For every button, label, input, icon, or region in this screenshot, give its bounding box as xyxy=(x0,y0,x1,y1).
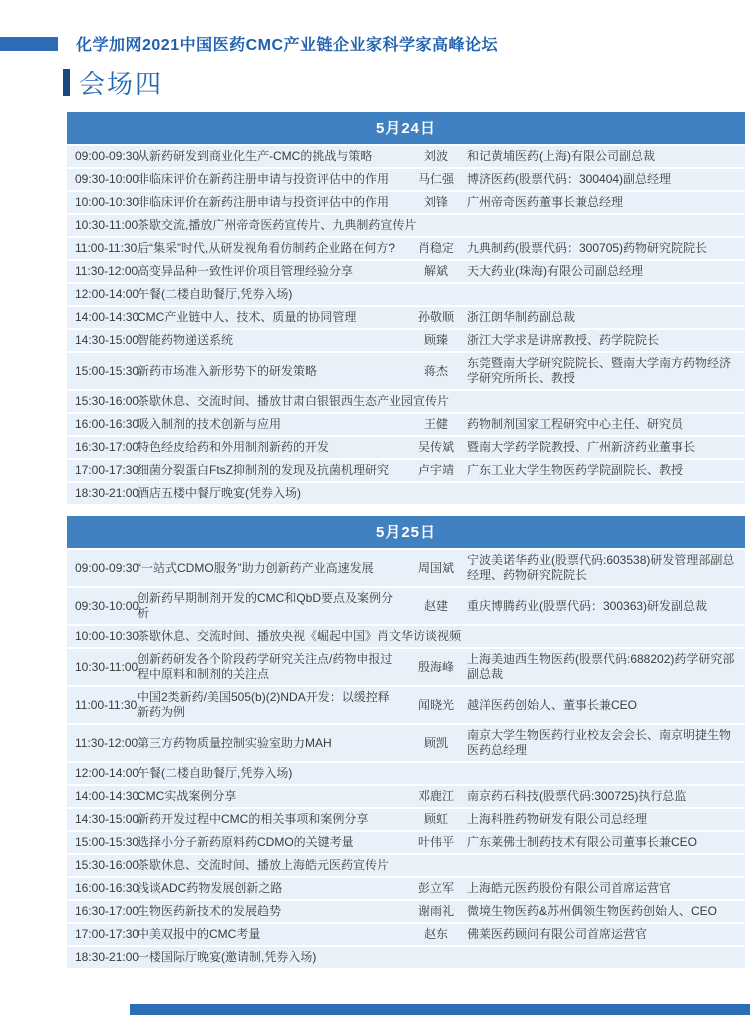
session-time: 15:00-15:30 xyxy=(75,363,140,378)
session-topic: 新药开发过程中CMC的相关事项和案例分享 xyxy=(137,812,369,826)
day-header: 5月25日 xyxy=(67,516,745,548)
agenda-row xyxy=(67,353,745,389)
speaker-name: 卢宇靖 xyxy=(417,463,454,477)
session-time: 12:00-14:00 xyxy=(75,766,140,780)
session-time: 09:30-10:00 xyxy=(75,172,140,186)
session-time: 16:30-17:00 xyxy=(75,904,140,918)
agenda-row xyxy=(67,437,745,458)
speaker-affiliation: 九典制药(股票代码：300705)药物研究院院长 xyxy=(467,241,708,255)
speaker-affiliation: 药物制剂国家工程研究中心主任、研究员 xyxy=(467,417,684,431)
agenda-row xyxy=(67,832,745,853)
speaker-name: 彭立军 xyxy=(417,881,454,895)
session-topic: 第三方药物质量控制实验室助力MAH xyxy=(137,735,332,750)
session-time: 10:30-11:00 xyxy=(75,659,139,674)
session-topic: 一楼国际厅晚宴(邀请制,凭券入场) xyxy=(137,950,317,964)
speaker-affiliation: 越洋医药创始人、董事长兼CEO xyxy=(467,697,638,712)
session-time: 09:00-09:30 xyxy=(75,149,140,163)
session-topic: 茶歇休息、交流时间、播放上海皓元医药宣传片 xyxy=(137,858,390,872)
agenda-row xyxy=(67,809,745,830)
top-accent-bar xyxy=(0,37,58,51)
agenda-row xyxy=(67,261,745,282)
session-time: 09:00-09:30 xyxy=(75,560,140,575)
session-time: 14:00-14:30 xyxy=(75,789,140,803)
speaker-name: 叶伟平 xyxy=(417,835,454,849)
speaker-affiliation: 南京大学生物医药行业校友会会长、南京明捷生物医药总经理 xyxy=(467,728,732,757)
speaker-name: 刘波 xyxy=(423,149,448,163)
speaker-name: 王健 xyxy=(423,417,448,431)
speaker-name: 顾虹 xyxy=(423,812,448,826)
session-time: 18:30-21:00 xyxy=(75,486,140,500)
speaker-name: 孙敬顺 xyxy=(417,310,454,324)
session-time: 14:30-15:00 xyxy=(75,333,140,347)
session-topic: 非临床评价在新药注册申请与投资评估中的作用 xyxy=(137,195,390,209)
speaker-affiliation: 上海美迪西生物医药(股票代码:688202)药学研究部副总裁 xyxy=(467,652,735,681)
session-topic: 中国2类新药/美国505(b)(2)NDA开发：以缓控释新药为例 xyxy=(137,690,390,719)
session-topic: 吸入制剂的技术创新与应用 xyxy=(137,417,282,431)
speaker-name: 闻晓光 xyxy=(417,697,454,712)
session-time: 11:00-11:30 xyxy=(75,241,138,255)
speaker-affiliation: 佛莱医药顾问有限公司首席运营官 xyxy=(467,927,648,941)
day-section xyxy=(67,112,745,504)
session-time: 17:00-17:30 xyxy=(75,463,140,477)
session-time: 09:30-10:00 xyxy=(75,598,140,613)
agenda-row xyxy=(67,924,745,945)
agenda-row xyxy=(67,588,745,624)
speaker-name: 赵东 xyxy=(423,927,448,941)
speaker-affiliation: 暨南大学药学院教授、广州新济药业董事长 xyxy=(467,440,696,454)
session-time: 11:30-12:00 xyxy=(75,735,139,750)
speaker-name: 赵建 xyxy=(423,598,448,613)
session-time: 15:00-15:30 xyxy=(75,835,140,849)
session-time: 18:30-21:00 xyxy=(75,950,140,964)
venue-heading xyxy=(63,64,163,101)
speaker-affiliation: 天大药业(珠海)有限公司副总经理 xyxy=(467,264,643,278)
agenda-row xyxy=(67,550,745,586)
session-topic: 生物医药新技术的发展趋势 xyxy=(137,904,282,918)
agenda-row xyxy=(67,307,745,328)
agenda-row xyxy=(67,414,745,435)
agenda-row xyxy=(67,763,745,784)
speaker-name: 顾臻 xyxy=(423,333,448,347)
day-section xyxy=(67,516,745,968)
session-topic: 后“集采”时代,从研发视角看仿制药企业路在何方? xyxy=(137,241,396,255)
day-header: 5月24日 xyxy=(67,112,745,144)
agenda-row xyxy=(67,483,745,504)
agenda-row xyxy=(67,786,745,807)
speaker-name: 殷海峰 xyxy=(417,659,454,674)
session-topic: 特色经皮给药和外用制剂新药的开发 xyxy=(137,440,330,454)
agenda-row xyxy=(67,725,745,761)
session-topic: 午餐(二楼自助餐厅,凭券入场) xyxy=(137,766,293,780)
agenda-row xyxy=(67,391,745,412)
session-time: 11:00-11:30 xyxy=(75,697,138,712)
session-topic: 从新药研发到商业化生产-CMC的挑战与策略 xyxy=(137,149,373,163)
session-time: 12:00-14:00 xyxy=(75,287,140,301)
speaker-affiliation: 和记黄埔医药(上海)有限公司副总裁 xyxy=(467,149,655,163)
speaker-affiliation: 东莞暨南大学研究院院长、暨南大学南方药物经济学研究所所长、教授 xyxy=(467,356,732,385)
speaker-name: 刘锋 xyxy=(423,195,448,209)
agenda-row xyxy=(67,855,745,876)
session-topic: 茶歇交流,播放广州帝奇医药宣传片、九典制药宣传片 xyxy=(137,218,417,232)
session-time: 16:00-16:30 xyxy=(75,417,140,431)
speaker-affiliation: 博济医药(股票代码：300404)副总经理 xyxy=(467,172,672,186)
agenda-row xyxy=(67,460,745,481)
agenda-row xyxy=(67,284,745,305)
speaker-affiliation: 宁波美诺华药业(股票代码:603538)研发管理部副总经理、药物研究院院长 xyxy=(467,553,735,582)
session-time: 14:00-14:30 xyxy=(75,310,140,324)
agenda-row xyxy=(67,238,745,259)
bottom-accent-bar xyxy=(130,1004,750,1015)
forum-title: 化学加网2021中国医药CMC产业链企业家科学家高峰论坛 xyxy=(76,37,499,54)
agenda-row xyxy=(67,169,745,190)
session-time: 15:30-16:00 xyxy=(75,394,140,408)
agenda-row xyxy=(67,649,745,685)
speaker-affiliation: 广州帝奇医药董事长兼总经理 xyxy=(467,195,624,209)
schedule-table xyxy=(67,112,745,980)
speaker-affiliation: 广东工业大学生物医药学院副院长、教授 xyxy=(467,463,684,477)
speaker-affiliation: 南京药石科技(股票代码:300725)执行总监 xyxy=(467,789,687,803)
session-topic: 浅谈ADC药物发展创新之路 xyxy=(137,881,283,895)
session-topic: 非临床评价在新药注册申请与投资评估中的作用 xyxy=(137,172,390,186)
session-time: 14:30-15:00 xyxy=(75,812,140,826)
session-topic: 智能药物递送系统 xyxy=(137,333,234,347)
session-topic: 创新药早期制剂开发的CMC和QbD要点及案例分析 xyxy=(137,591,394,620)
session-topic: 创新药研发各个阶段药学研究关注点/药物申报过程中原料和制剂的关注点 xyxy=(137,652,393,681)
agenda-row xyxy=(67,215,745,236)
session-topic: 茶歇休息、交流时间、播放央视《崛起中国》肖文华访谈视频 xyxy=(137,629,462,643)
speaker-name: 谢雨礼 xyxy=(417,904,454,918)
session-topic: 午餐(二楼自助餐厅,凭券入场) xyxy=(137,287,293,301)
session-topic: 选择小分子新药原料药CDMO的关键考量 xyxy=(137,835,354,849)
agenda-row xyxy=(67,330,745,351)
session-time: 10:30-11:00 xyxy=(75,218,139,232)
agenda-row xyxy=(67,687,745,723)
session-topic: 中美双报中的CMC考量 xyxy=(137,927,261,941)
session-topic: “一站式CDMO服务”助力创新药产业高速发展 xyxy=(137,560,374,575)
session-topic: CMC实战案例分享 xyxy=(137,789,237,803)
agenda-row xyxy=(67,192,745,213)
session-time: 11:30-12:00 xyxy=(75,264,139,278)
session-time: 15:30-16:00 xyxy=(75,858,140,872)
session-topic: 酒店五楼中餐厅晚宴(凭券入场) xyxy=(137,486,301,500)
agenda-row xyxy=(67,146,745,167)
speaker-affiliation: 广东莱佛士制药技术有限公司董事长兼CEO xyxy=(467,835,698,849)
speaker-affiliation: 微境生物医药&苏州偶领生物医药创始人、CEO xyxy=(467,904,718,918)
speaker-name: 蒋杰 xyxy=(423,363,448,378)
speaker-name: 吴传斌 xyxy=(417,440,454,454)
speaker-name: 马仁强 xyxy=(417,172,454,186)
speaker-affiliation: 上海皓元医药股份有限公司首席运营官 xyxy=(467,881,672,895)
session-topic: CMC产业链中人、技术、质量的协同管理 xyxy=(137,310,357,324)
speaker-name: 顾凯 xyxy=(423,735,448,750)
session-topic: 高变异品种一致性评价项目管理经验分享 xyxy=(137,264,354,278)
agenda-row xyxy=(67,901,745,922)
agenda-row xyxy=(67,947,745,968)
speaker-name: 肖稳定 xyxy=(417,241,454,255)
speaker-name: 邓鹿江 xyxy=(417,789,454,803)
venue-title: 会场四 xyxy=(79,69,164,99)
session-time: 16:30-17:00 xyxy=(75,440,140,454)
venue-accent-bar xyxy=(63,69,70,96)
session-topic: 细菌分裂蛋白FtsZ抑制剂的发现及抗菌机理研究 xyxy=(137,463,389,477)
agenda-row xyxy=(67,878,745,899)
speaker-affiliation: 浙江大学求是讲席教授、药学院院长 xyxy=(467,333,660,347)
speaker-affiliation: 重庆博腾药业(股票代码：300363)研发副总裁 xyxy=(467,598,708,613)
speaker-affiliation: 上海科胜药物研发有限公司总经理 xyxy=(467,812,648,826)
speaker-affiliation: 浙江朗华制药副总裁 xyxy=(467,310,576,324)
session-topic: 新药市场准入新形势下的研发策略 xyxy=(137,363,318,378)
agenda-row xyxy=(67,626,745,647)
session-time: 17:00-17:30 xyxy=(75,927,140,941)
session-time: 16:00-16:30 xyxy=(75,881,140,895)
speaker-name: 周国斌 xyxy=(417,560,454,575)
session-time: 10:00-10:30 xyxy=(75,195,140,209)
speaker-name: 解斌 xyxy=(423,264,448,278)
session-time: 10:00-10:30 xyxy=(75,629,140,643)
session-topic: 茶歇休息、交流时间、播放甘肃白银银西生态产业园宣传片 xyxy=(137,394,450,408)
